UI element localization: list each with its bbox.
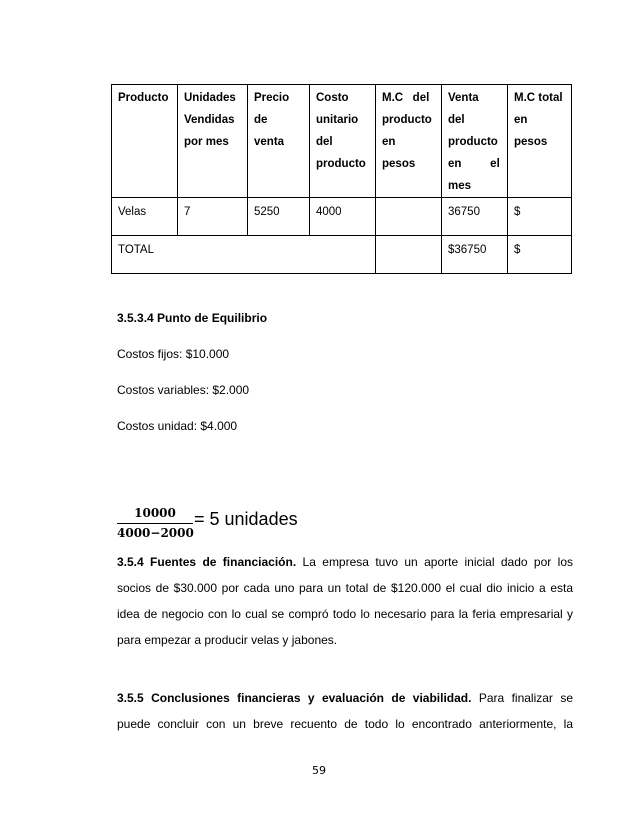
paragraph-conclusiones [117, 685, 573, 737]
total-empty-cell [376, 236, 442, 274]
cell-venta: 36750 [442, 198, 508, 236]
paragraph-line: idea de negocio con lo cual se compró todo lo necesario para la feria empresarial y [117, 607, 573, 621]
paragraph-line: 3.5.5 Conclusiones financieras y evaluación de viabilidad. Para finalizar se [117, 691, 573, 705]
formula-numerator: 10000 [117, 506, 193, 524]
cell-producto: Velas [112, 198, 178, 236]
paragraph-line: puede concluir con un breve recuento de todo lo encontrado anteriormente, la [117, 717, 573, 731]
cell-precio: 5250 [248, 198, 310, 236]
cell-mc-producto [376, 198, 442, 236]
paragraph-fuentes-financiacion [117, 549, 573, 653]
total-mc-total: $ [508, 236, 572, 274]
formula-result: = 5 unidades [194, 509, 298, 529]
header-mc-producto: M.C del producto en pesos [376, 85, 442, 198]
table-row [112, 198, 572, 236]
paragraph-line: para empezar a producir velas y jabones. [117, 633, 338, 647]
section-heading-conclusiones: 3.5.5 Conclusiones financieras y evaluación de viabilidad. [117, 691, 472, 705]
header-unidades: Unidades Vendidas por mes [178, 85, 248, 198]
formula-denominator: 4000−2000 [117, 526, 194, 540]
section-heading-fuentes: 3.5.4 Fuentes de financiación. [117, 555, 297, 569]
table-header-row [112, 85, 572, 198]
financial-table [111, 84, 572, 274]
table-total-row [112, 236, 572, 274]
page-number: 59 [312, 764, 326, 777]
header-costo: Costo unitario del producto [310, 85, 376, 198]
cell-unidades: 7 [178, 198, 248, 236]
total-label: TOTAL [112, 236, 376, 274]
cell-mc-total: $ [508, 198, 572, 236]
header-precio: Precio de venta [248, 85, 310, 198]
cell-costo: 4000 [310, 198, 376, 236]
section-heading-punto-equilibrio: 3.5.3.4 Punto de Equilibrio [117, 311, 268, 325]
variable-costs-text: Costos variables: $2.000 [117, 383, 250, 397]
header-mc-total: M.C total en pesos [508, 85, 572, 198]
header-producto: Producto [112, 85, 178, 198]
break-even-formula [117, 506, 193, 540]
unit-cost-text: Costos unidad: $4.000 [117, 419, 238, 433]
fixed-costs-text: Costos fijos: $10.000 [117, 347, 230, 361]
paragraph-line: 3.5.4 Fuentes de financiación. La empresa tuvo un aporte inicial dado por los [117, 555, 573, 569]
total-venta: $36750 [442, 236, 508, 274]
paragraph-line: socios de $30.000 por cada uno para un total de $120.000 el cual dio inicio a esta [117, 581, 573, 595]
header-venta: Venta del producto en el mes [442, 85, 508, 198]
